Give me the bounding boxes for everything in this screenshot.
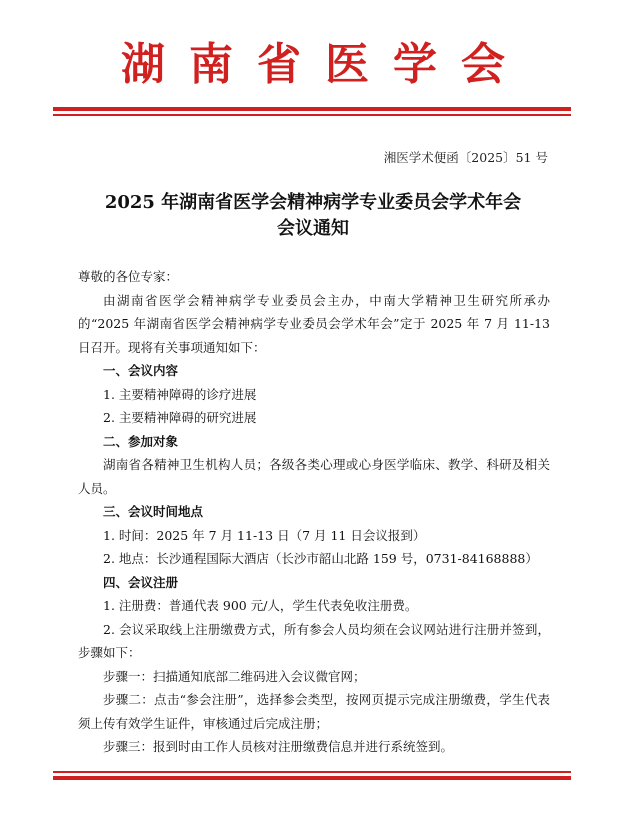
footer-rule-thin xyxy=(53,771,571,773)
footer-rule-thick xyxy=(53,776,571,780)
org-letterhead-title: 湖南省医学会 xyxy=(121,39,529,90)
section-heading-content: 一、会议内容 xyxy=(103,363,179,378)
document-title-line2: 会议通知 xyxy=(277,218,349,239)
registration-step: 步骤二：点击“参会注册”，选择参会类型，按网页提示完成注册缴费，学生代表须上传有效学生证件，审核通过后完成注册； xyxy=(78,692,550,731)
content-item: 2. 主要精神障碍的研究进展 xyxy=(103,410,257,425)
document-body xyxy=(78,265,550,759)
section-heading-attendees: 二、参加对象 xyxy=(103,433,179,449)
meeting-time: 1. 时间：2025 年 7 月 11-13 日（7 月 11 日会议报到） xyxy=(103,527,426,543)
attendees-paragraph: 湖南省各精神卫生机构人员；各级各类心理或心身医学临床、教学、科研及相关人员。 xyxy=(78,457,550,496)
intro-paragraph: 由湖南省医学会精神病学专业委员会主办，中南大学精神卫生研究所承办的“2025 年湖南省医学会精神病学专业委员会学术年会”定于 2025 年 7 月 11-13 日召开。现将有关事项通知如下： xyxy=(78,292,550,355)
letterhead-rule-thin xyxy=(53,114,571,116)
registration-step: 步骤一：扫描通知底部二维码进入会议微官网； xyxy=(103,668,366,684)
meeting-place: 2. 地点：长沙通程国际大酒店（长沙市韶山北路 159 号，0731-84168888） xyxy=(103,551,538,566)
salutation: 尊敬的各位专家： xyxy=(78,269,179,284)
registration-fee: 1. 注册费：普通代表 900 元/人，学生代表免收注册费。 xyxy=(103,598,418,613)
letterhead-rule-thick xyxy=(53,107,571,111)
registration-method: 2. 会议采取线上注册缴费方式，所有参会人员均须在会议网站进行注册并签到，步骤如下： xyxy=(78,621,550,660)
content-item: 1. 主要精神障碍的诊疗进展 xyxy=(103,386,257,402)
document-number: 湘医学术便函〔2025〕51 号 xyxy=(383,150,548,165)
registration-step: 步骤三：报到时由工作人员核对注册缴费信息并进行系统签到。 xyxy=(103,739,454,754)
section-heading-time-place: 三、会议时间地点 xyxy=(103,504,204,519)
section-heading-registration: 四、会议注册 xyxy=(103,574,179,590)
document-title-line1: 2025 年湖南省医学会精神病学专业委员会学术年会 xyxy=(104,192,522,213)
